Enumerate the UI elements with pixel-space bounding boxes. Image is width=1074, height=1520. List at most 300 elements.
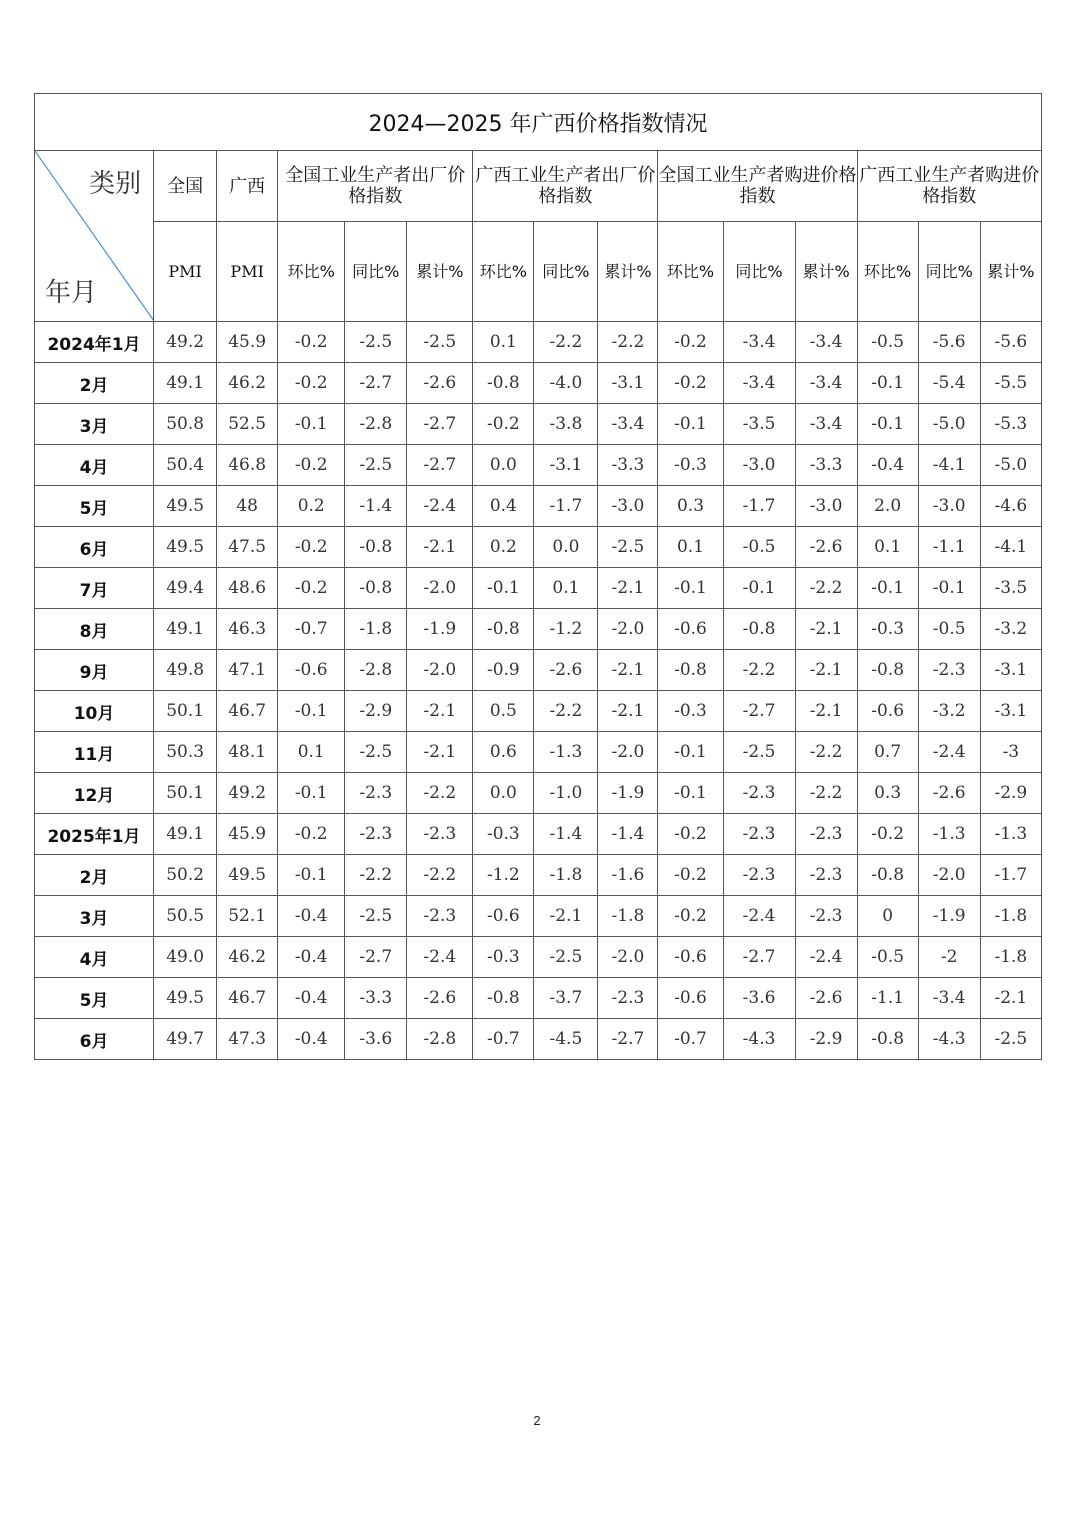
month-cell: 4月 — [35, 937, 154, 978]
value-cell: -3.3 — [598, 445, 658, 486]
value-cell: -2.7 — [407, 445, 473, 486]
value-cell: -0.1 — [918, 568, 980, 609]
value-cell: -1.7 — [980, 855, 1041, 896]
value-cell: -5.6 — [918, 322, 980, 363]
value-cell: -3.6 — [723, 978, 795, 1019]
table-row — [35, 937, 1042, 978]
value-cell: 45.9 — [217, 814, 278, 855]
value-cell: -2.4 — [795, 937, 857, 978]
value-cell: -0.1 — [857, 363, 918, 404]
value-cell: -2.2 — [795, 732, 857, 773]
table-row — [35, 978, 1042, 1019]
value-cell: -2.7 — [598, 1019, 658, 1060]
value-cell: -3.2 — [980, 609, 1041, 650]
value-cell: -1.1 — [918, 527, 980, 568]
value-cell: -2.2 — [723, 650, 795, 691]
value-cell: -5.4 — [918, 363, 980, 404]
value-cell: -1.8 — [598, 896, 658, 937]
value-cell: -5.3 — [980, 404, 1041, 445]
subheader-cell: 环比% — [857, 222, 918, 322]
table-row — [35, 1019, 1042, 1060]
subheader-cell: 同比% — [345, 222, 407, 322]
month-cell: 2024年1月 — [35, 322, 154, 363]
value-cell: -3.4 — [918, 978, 980, 1019]
value-cell: -3.1 — [534, 445, 598, 486]
value-cell: -2.3 — [795, 896, 857, 937]
value-cell: -2.2 — [345, 855, 407, 896]
value-cell: -2.5 — [723, 732, 795, 773]
value-cell: 49.5 — [154, 486, 217, 527]
subheader-cell: 累计% — [980, 222, 1041, 322]
value-cell: -2.5 — [345, 732, 407, 773]
value-cell: -0.4 — [278, 978, 345, 1019]
value-cell: -2.8 — [345, 650, 407, 691]
value-cell: -3.1 — [598, 363, 658, 404]
value-cell: -0.3 — [658, 691, 723, 732]
value-cell: -5.5 — [980, 363, 1041, 404]
value-cell: 0.1 — [278, 732, 345, 773]
value-cell: -1.3 — [534, 732, 598, 773]
value-cell: -0.5 — [857, 937, 918, 978]
value-cell: 46.3 — [217, 609, 278, 650]
value-cell: 48.6 — [217, 568, 278, 609]
value-cell: -0.2 — [473, 404, 534, 445]
value-cell: -0.1 — [658, 732, 723, 773]
value-cell: -0.6 — [658, 937, 723, 978]
month-cell: 3月 — [35, 404, 154, 445]
value-cell: -3 — [980, 732, 1041, 773]
value-cell: 0.0 — [473, 445, 534, 486]
value-cell: -0.6 — [857, 691, 918, 732]
value-cell: -0.1 — [278, 855, 345, 896]
value-cell: -0.8 — [345, 568, 407, 609]
value-cell: -2.0 — [598, 609, 658, 650]
group-header-national: 全国 — [154, 151, 217, 222]
month-cell: 8月 — [35, 609, 154, 650]
value-cell: -1.4 — [598, 814, 658, 855]
value-cell: -2 — [918, 937, 980, 978]
value-cell: 0.3 — [658, 486, 723, 527]
value-cell: -3.0 — [795, 486, 857, 527]
value-cell: 52.1 — [217, 896, 278, 937]
value-cell: 49.1 — [154, 814, 217, 855]
value-cell: -2.2 — [407, 855, 473, 896]
value-cell: -0.2 — [278, 568, 345, 609]
value-cell: -0.8 — [658, 650, 723, 691]
value-cell: -2.5 — [345, 896, 407, 937]
value-cell: -0.6 — [473, 896, 534, 937]
value-cell: -2.1 — [980, 978, 1041, 1019]
value-cell: -2.0 — [598, 732, 658, 773]
value-cell: -2.9 — [980, 773, 1041, 814]
table-row — [35, 609, 1042, 650]
month-cell: 2025年1月 — [35, 814, 154, 855]
value-cell: -0.3 — [658, 445, 723, 486]
value-cell: -3.4 — [723, 322, 795, 363]
value-cell: -2.5 — [980, 1019, 1041, 1060]
value-cell: -3.1 — [980, 691, 1041, 732]
value-cell: -1.1 — [857, 978, 918, 1019]
value-cell: -0.2 — [857, 814, 918, 855]
month-cell: 5月 — [35, 978, 154, 1019]
month-cell: 11月 — [35, 732, 154, 773]
value-cell: -3.8 — [534, 404, 598, 445]
value-cell: -2.3 — [345, 773, 407, 814]
table-row — [35, 404, 1042, 445]
value-cell: -1.8 — [980, 896, 1041, 937]
value-cell: -4.3 — [723, 1019, 795, 1060]
value-cell: -0.2 — [278, 814, 345, 855]
table-row — [35, 650, 1042, 691]
value-cell: -2.9 — [795, 1019, 857, 1060]
subheader-cell: 同比% — [723, 222, 795, 322]
value-cell: 0.0 — [473, 773, 534, 814]
value-cell: -5.6 — [980, 322, 1041, 363]
table-row — [35, 773, 1042, 814]
table-row — [35, 691, 1042, 732]
value-cell: -4.1 — [980, 527, 1041, 568]
value-cell: -1.0 — [534, 773, 598, 814]
value-cell: -2.3 — [345, 814, 407, 855]
value-cell: -4.5 — [534, 1019, 598, 1060]
value-cell: 0.2 — [278, 486, 345, 527]
value-cell: -1.9 — [598, 773, 658, 814]
value-cell: -3.0 — [918, 486, 980, 527]
value-cell: 49.8 — [154, 650, 217, 691]
value-cell: 0.3 — [857, 773, 918, 814]
value-cell: -1.6 — [598, 855, 658, 896]
value-cell: -2.6 — [407, 363, 473, 404]
value-cell: 0 — [857, 896, 918, 937]
value-cell: -3.5 — [723, 404, 795, 445]
value-cell: -2.6 — [534, 650, 598, 691]
subheader-cell: 环比% — [473, 222, 534, 322]
value-cell: -0.8 — [345, 527, 407, 568]
value-cell: -2.0 — [918, 855, 980, 896]
value-cell: -2.1 — [407, 732, 473, 773]
value-cell: -2.6 — [918, 773, 980, 814]
month-cell: 5月 — [35, 486, 154, 527]
month-cell: 4月 — [35, 445, 154, 486]
value-cell: -1.3 — [980, 814, 1041, 855]
value-cell: -0.7 — [658, 1019, 723, 1060]
value-cell: 0.1 — [658, 527, 723, 568]
value-cell: -2.5 — [534, 937, 598, 978]
value-cell: -0.3 — [473, 937, 534, 978]
value-cell: -1.4 — [534, 814, 598, 855]
value-cell: -0.7 — [473, 1019, 534, 1060]
page-number: 2 — [533, 1413, 541, 1428]
value-cell: 46.2 — [217, 363, 278, 404]
value-cell: -3.4 — [795, 404, 857, 445]
subheader-cell: 同比% — [918, 222, 980, 322]
value-cell: -1.8 — [534, 855, 598, 896]
value-cell: -2.7 — [723, 937, 795, 978]
value-cell: -1.7 — [534, 486, 598, 527]
value-cell: -2.3 — [598, 978, 658, 1019]
value-cell: -1.9 — [407, 609, 473, 650]
value-cell: 50.1 — [154, 691, 217, 732]
value-cell: 47.5 — [217, 527, 278, 568]
value-cell: -2.5 — [407, 322, 473, 363]
value-cell: 52.5 — [217, 404, 278, 445]
value-cell: -0.8 — [857, 650, 918, 691]
value-cell: -5.0 — [918, 404, 980, 445]
value-cell: 0.5 — [473, 691, 534, 732]
value-cell: 2.0 — [857, 486, 918, 527]
value-cell: 50.1 — [154, 773, 217, 814]
value-cell: -0.1 — [857, 404, 918, 445]
value-cell: -2.1 — [598, 650, 658, 691]
value-cell: -1.9 — [918, 896, 980, 937]
value-cell: 48 — [217, 486, 278, 527]
value-cell: -3.4 — [795, 363, 857, 404]
value-cell: -2.2 — [598, 322, 658, 363]
value-cell: -2.0 — [598, 937, 658, 978]
value-cell: 49.2 — [154, 322, 217, 363]
value-cell: -0.8 — [473, 363, 534, 404]
table-row — [35, 527, 1042, 568]
value-cell: -0.5 — [723, 527, 795, 568]
value-cell: 49.4 — [154, 568, 217, 609]
value-cell: 46.7 — [217, 978, 278, 1019]
value-cell: -2.7 — [345, 937, 407, 978]
value-cell: -3.6 — [345, 1019, 407, 1060]
value-cell: 49.5 — [154, 527, 217, 568]
value-cell: -2.1 — [534, 896, 598, 937]
value-cell: 49.1 — [154, 363, 217, 404]
value-cell: -2.1 — [407, 527, 473, 568]
value-cell: -2.4 — [407, 486, 473, 527]
category-label: 类别 — [89, 169, 142, 199]
value-cell: 48.1 — [217, 732, 278, 773]
value-cell: -2.3 — [795, 855, 857, 896]
value-cell: -2.1 — [795, 691, 857, 732]
value-cell: -2.2 — [795, 568, 857, 609]
table-row — [35, 855, 1042, 896]
value-cell: -2.2 — [534, 691, 598, 732]
value-cell: -2.2 — [407, 773, 473, 814]
value-cell: 0.1 — [857, 527, 918, 568]
value-cell: -0.1 — [658, 568, 723, 609]
value-cell: -2.8 — [407, 1019, 473, 1060]
value-cell: -0.2 — [278, 322, 345, 363]
value-cell: -0.1 — [278, 691, 345, 732]
value-cell: -0.4 — [278, 896, 345, 937]
value-cell: 0.1 — [534, 568, 598, 609]
value-cell: -0.2 — [658, 322, 723, 363]
value-cell: -1.3 — [918, 814, 980, 855]
value-cell: -0.2 — [278, 445, 345, 486]
value-cell: -1.7 — [723, 486, 795, 527]
value-cell: -2.5 — [345, 322, 407, 363]
value-cell: -0.9 — [473, 650, 534, 691]
value-cell: -2.1 — [407, 691, 473, 732]
value-cell: -3.5 — [980, 568, 1041, 609]
value-cell: -3.4 — [723, 363, 795, 404]
group-header-national-ppirm: 全国工业生产者购进价格指数 — [658, 151, 857, 222]
value-cell: -2.5 — [598, 527, 658, 568]
month-cell: 9月 — [35, 650, 154, 691]
value-cell: -2.5 — [345, 445, 407, 486]
value-cell: -0.2 — [658, 896, 723, 937]
value-cell: -0.2 — [658, 814, 723, 855]
value-cell: 49.7 — [154, 1019, 217, 1060]
value-cell: 49.0 — [154, 937, 217, 978]
value-cell: -0.3 — [473, 814, 534, 855]
value-cell: 49.2 — [217, 773, 278, 814]
value-cell: -0.1 — [857, 568, 918, 609]
value-cell: -1.8 — [345, 609, 407, 650]
value-cell: -2.2 — [795, 773, 857, 814]
value-cell: -2.3 — [723, 814, 795, 855]
value-cell: -0.5 — [857, 322, 918, 363]
value-cell: 49.5 — [154, 978, 217, 1019]
value-cell: 45.9 — [217, 322, 278, 363]
value-cell: -2.4 — [407, 937, 473, 978]
table-row — [35, 896, 1042, 937]
value-cell: -2.2 — [534, 322, 598, 363]
value-cell: -0.2 — [278, 527, 345, 568]
value-cell: -2.1 — [598, 691, 658, 732]
group-header-guangxi-ppi: 广西工业生产者出厂价格指数 — [473, 151, 658, 222]
value-cell: -1.4 — [345, 486, 407, 527]
value-cell: -0.4 — [278, 937, 345, 978]
value-cell: -3.3 — [345, 978, 407, 1019]
value-cell: -0.2 — [658, 363, 723, 404]
group-header-guangxi: 广西 — [217, 151, 278, 222]
value-cell: -0.6 — [278, 650, 345, 691]
value-cell: -0.1 — [278, 773, 345, 814]
value-cell: -2.3 — [795, 814, 857, 855]
value-cell: 46.2 — [217, 937, 278, 978]
value-cell: -3.4 — [598, 404, 658, 445]
value-cell: 49.5 — [217, 855, 278, 896]
month-cell: 7月 — [35, 568, 154, 609]
subheader-cell: 环比% — [658, 222, 723, 322]
value-cell: -2.1 — [795, 650, 857, 691]
value-cell: -5.0 — [980, 445, 1041, 486]
value-cell: -4.3 — [918, 1019, 980, 1060]
value-cell: 50.8 — [154, 404, 217, 445]
value-cell: -1.2 — [473, 855, 534, 896]
value-cell: -2.1 — [795, 609, 857, 650]
month-cell: 6月 — [35, 1019, 154, 1060]
value-cell: -2.3 — [918, 650, 980, 691]
subheader-cell: PMI — [217, 222, 278, 322]
month-cell: 10月 — [35, 691, 154, 732]
value-cell: -0.6 — [658, 978, 723, 1019]
value-cell: -0.2 — [278, 363, 345, 404]
subheader-cell: 累计% — [598, 222, 658, 322]
value-cell: 0.4 — [473, 486, 534, 527]
value-cell: -0.4 — [857, 445, 918, 486]
value-cell: -0.7 — [278, 609, 345, 650]
value-cell: -4.0 — [534, 363, 598, 404]
value-cell: -4.6 — [980, 486, 1041, 527]
value-cell: -2.3 — [723, 855, 795, 896]
value-cell: -1.8 — [980, 937, 1041, 978]
value-cell: 46.8 — [217, 445, 278, 486]
month-cell: 6月 — [35, 527, 154, 568]
value-cell: -0.8 — [723, 609, 795, 650]
value-cell: -0.8 — [857, 855, 918, 896]
value-cell: -3.0 — [723, 445, 795, 486]
subheader-cell: 同比% — [534, 222, 598, 322]
value-cell: -1.2 — [534, 609, 598, 650]
value-cell: 50.3 — [154, 732, 217, 773]
value-cell: -0.8 — [857, 1019, 918, 1060]
month-cell: 2月 — [35, 855, 154, 896]
subheader-cell: PMI — [154, 222, 217, 322]
subheader-cell: 累计% — [407, 222, 473, 322]
value-cell: -0.2 — [658, 855, 723, 896]
value-cell: 0.1 — [473, 322, 534, 363]
table-row — [35, 322, 1042, 363]
table-row — [35, 568, 1042, 609]
value-cell: 0.2 — [473, 527, 534, 568]
value-cell: -0.8 — [473, 978, 534, 1019]
value-cell: -2.6 — [407, 978, 473, 1019]
value-cell: -2.7 — [345, 363, 407, 404]
value-cell: -0.6 — [658, 609, 723, 650]
value-cell: 50.2 — [154, 855, 217, 896]
value-cell: -0.4 — [278, 1019, 345, 1060]
value-cell: -2.7 — [407, 404, 473, 445]
value-cell: -2.6 — [795, 527, 857, 568]
table-row — [35, 814, 1042, 855]
table-row — [35, 732, 1042, 773]
value-cell: -2.8 — [345, 404, 407, 445]
value-cell: 0.0 — [534, 527, 598, 568]
value-cell: 49.1 — [154, 609, 217, 650]
value-cell: -2.4 — [723, 896, 795, 937]
table-title: 2024—2025 年广西价格指数情况 — [35, 94, 1042, 151]
value-cell: -3.1 — [980, 650, 1041, 691]
value-cell: 0.7 — [857, 732, 918, 773]
value-cell: 47.1 — [217, 650, 278, 691]
value-cell: -2.3 — [407, 814, 473, 855]
value-cell: -0.5 — [918, 609, 980, 650]
value-cell: -0.1 — [473, 568, 534, 609]
month-cell: 12月 — [35, 773, 154, 814]
subheader-cell: 累计% — [795, 222, 857, 322]
value-cell: -2.3 — [407, 896, 473, 937]
value-cell: -2.1 — [598, 568, 658, 609]
table-row — [35, 445, 1042, 486]
subheader-cell: 环比% — [278, 222, 345, 322]
value-cell: -2.3 — [723, 773, 795, 814]
value-cell: -3.4 — [795, 322, 857, 363]
price-index-table — [34, 93, 1042, 1060]
year-month-label: 年月 — [45, 278, 98, 308]
value-cell: -3.3 — [795, 445, 857, 486]
value-cell: 0.6 — [473, 732, 534, 773]
value-cell: -0.1 — [658, 773, 723, 814]
table-row — [35, 363, 1042, 404]
value-cell: 50.5 — [154, 896, 217, 937]
value-cell: -2.9 — [345, 691, 407, 732]
value-cell: -0.1 — [278, 404, 345, 445]
value-cell: -0.1 — [723, 568, 795, 609]
value-cell: -2.0 — [407, 568, 473, 609]
value-cell: -0.1 — [658, 404, 723, 445]
value-cell: -3.2 — [918, 691, 980, 732]
corner-header-cell — [35, 151, 154, 322]
value-cell: -3.0 — [598, 486, 658, 527]
value-cell: 46.7 — [217, 691, 278, 732]
value-cell: -2.7 — [723, 691, 795, 732]
